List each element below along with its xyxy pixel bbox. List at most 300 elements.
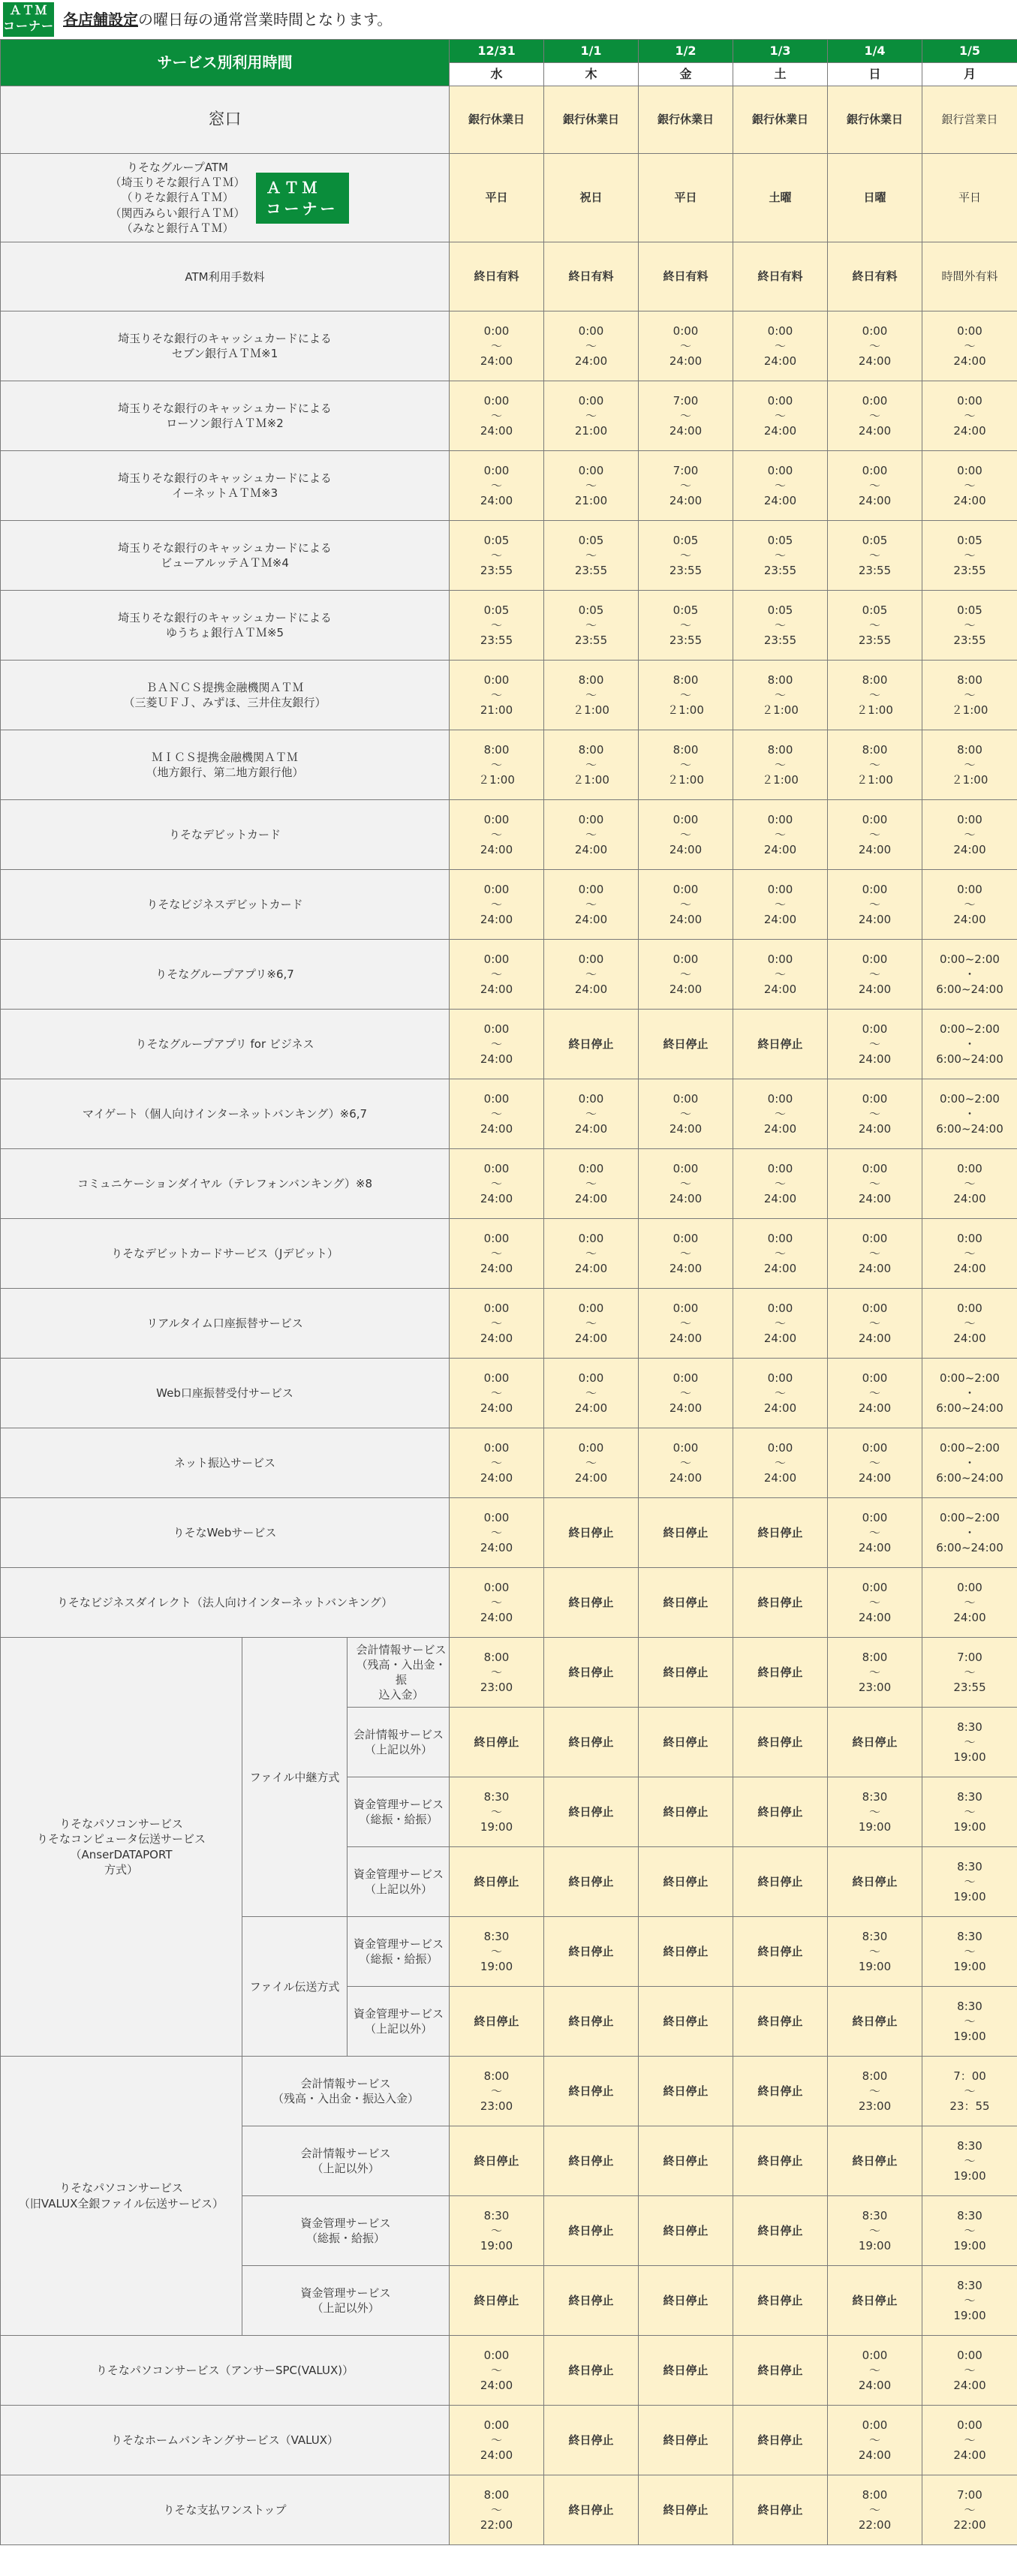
text-line: 8:00 — [578, 673, 604, 687]
text-line: ～ — [775, 1316, 787, 1330]
service-label — [242, 1917, 348, 2057]
hours-cell — [828, 1708, 922, 1777]
text-line: 0:00~2:00 — [940, 952, 1000, 966]
text-line: ～ — [869, 897, 881, 911]
hours-cell — [922, 940, 1017, 1010]
header-bar — [0, 0, 1017, 39]
text-line: 24:00 — [574, 354, 608, 369]
text-line: （地方銀行、第二地方銀行他） — [146, 766, 304, 779]
text-line: 24:00 — [763, 1262, 797, 1276]
text-line: ～ — [869, 2502, 881, 2517]
text-line: ～ — [491, 1525, 503, 1539]
hours-cell — [828, 2196, 922, 2266]
text-line: 0:05 — [578, 533, 604, 547]
text-line: 24:00 — [669, 494, 703, 508]
text-line: リアルタイム口座振替サービス — [146, 1317, 303, 1331]
text-line: 8:30 — [957, 2278, 982, 2292]
text-line: ローソン銀行ＡＴＭ※2 — [166, 417, 284, 430]
date-header: 1/3 — [733, 40, 828, 63]
text-line: ～ — [680, 1455, 692, 1470]
text-line: ～ — [680, 478, 692, 492]
text-line: 0:00 — [862, 1580, 888, 1594]
hours-cell — [733, 1847, 828, 1917]
hours-cell — [922, 1219, 1017, 1289]
text-line: 0:00 — [767, 393, 793, 408]
text-line: ～ — [775, 1386, 787, 1400]
text-line: 7:00 — [957, 1650, 982, 1664]
text-line: ～ — [491, 1386, 503, 1400]
text-line: ～ — [869, 757, 881, 772]
hours-cell — [828, 2126, 922, 2196]
text-line: ～ — [964, 1874, 976, 1888]
text-line: 8:00 — [862, 1650, 888, 1664]
day-header: 水 — [450, 63, 544, 86]
service-label — [348, 1777, 450, 1847]
hours-cell — [922, 1987, 1017, 2057]
hours-cell — [639, 1079, 733, 1149]
hours-cell — [922, 1638, 1017, 1708]
text-line: （残高・入出金・振込入金） — [272, 2092, 420, 2105]
text-line: 24:00 — [858, 1541, 892, 1555]
text-line: 23:55 — [858, 633, 892, 648]
hours-cell — [450, 1777, 544, 1847]
text-line: （旧VALUX全銀ファイル伝送サービス） — [18, 2196, 224, 2210]
text-line: 8:00 — [862, 2069, 888, 2083]
status-text: 終日有料 — [568, 269, 614, 284]
status-text: 終日停止 — [568, 1595, 614, 1609]
text-line: りそなWebサービス — [173, 1526, 277, 1540]
hours-cell — [922, 311, 1017, 381]
text-line: ネット振込サービス — [174, 1456, 276, 1470]
hours-cell — [733, 1079, 828, 1149]
text-line: 0:00 — [672, 882, 699, 896]
hours-cell — [733, 1917, 828, 1987]
text-line: 0:00 — [672, 1301, 699, 1315]
hours-cell — [828, 730, 922, 800]
hours-cell — [828, 1847, 922, 1917]
text-line: ～ — [869, 618, 881, 632]
text-line: ～ — [775, 1176, 787, 1190]
status-text: 終日停止 — [757, 2433, 803, 2447]
hours-cell — [828, 2475, 922, 2545]
hours-cell — [450, 730, 544, 800]
text-line: 資金管理サービス — [300, 2216, 391, 2230]
hours-cell — [450, 1359, 544, 1428]
hours-cell — [733, 154, 828, 242]
text-line: ～ — [775, 548, 787, 562]
hours-cell — [828, 311, 922, 381]
hours-cell — [450, 1289, 544, 1359]
hours-cell — [639, 870, 733, 940]
hours-cell — [733, 2336, 828, 2406]
text-line: 23:55 — [763, 633, 797, 648]
text-line: 0:00 — [672, 952, 699, 966]
hours-cell — [639, 1219, 733, 1289]
hours-cell — [639, 2475, 733, 2545]
hours-cell — [733, 381, 828, 451]
text-line: 8:00 — [767, 673, 793, 687]
hours-cell — [922, 2126, 1017, 2196]
hours-cell — [922, 1289, 1017, 1359]
hours-cell — [828, 1777, 922, 1847]
text-line: ～ — [585, 548, 597, 562]
text-line: ～ — [491, 2502, 503, 2517]
hours-cell — [828, 661, 922, 730]
hours-cell — [639, 521, 733, 591]
text-line: 6:00~24:00 — [936, 1122, 1003, 1136]
hours-cell — [544, 1359, 639, 1428]
status-text: 終日停止 — [663, 1665, 709, 1679]
text-line: 0:00 — [957, 882, 982, 896]
text-line: りそなグループアプリ※6,7 — [155, 968, 294, 982]
text-line: ～ — [491, 688, 503, 702]
hours-cell — [828, 1917, 922, 1987]
text-line: 24:00 — [480, 1611, 513, 1625]
text-line: 0:00 — [862, 1440, 888, 1455]
text-line: ～ — [869, 1246, 881, 1260]
service-label — [1, 521, 450, 591]
service-label — [348, 1847, 450, 1917]
text-line: ～ — [680, 967, 692, 981]
hours-cell — [639, 1428, 733, 1498]
text-line: 24:00 — [669, 1262, 703, 1276]
text-line: ～ — [680, 1246, 692, 1260]
hours-cell — [450, 1568, 544, 1638]
text-line: ～ — [491, 2433, 503, 2447]
hours-cell — [639, 1708, 733, 1777]
text-line: 0:00 — [672, 1091, 699, 1106]
text-line: ～ — [491, 618, 503, 632]
text-line: ～ — [964, 2293, 976, 2307]
text-line: ～ — [775, 478, 787, 492]
hours-cell — [450, 940, 544, 1010]
service-label — [1, 1359, 450, 1428]
text-line: ～ — [964, 2502, 976, 2517]
text-line: 0:00 — [672, 1161, 699, 1175]
text-line: 24:00 — [858, 1332, 892, 1346]
table-row — [1, 1568, 1017, 1638]
text-line: ～ — [585, 757, 597, 772]
text-line: 24:00 — [953, 2448, 986, 2463]
text-line: 24:00 — [669, 983, 703, 997]
day-header: 土 — [733, 63, 828, 86]
text-line: 23:55 — [763, 564, 797, 578]
text-line: 24:00 — [763, 843, 797, 857]
service-label — [348, 1708, 450, 1777]
text-line: 8:30 — [862, 1789, 888, 1804]
hours-cell — [639, 1638, 733, 1708]
text-line: りそなホームバンキングサービス（VALUX） — [111, 2433, 338, 2448]
text-line: 8:00 — [672, 673, 699, 687]
text-line: ～ — [680, 688, 692, 702]
table-row — [1, 1010, 1017, 1079]
text-line: ～ — [964, 2433, 976, 2447]
hours-cell — [828, 800, 922, 870]
text-line: 24:00 — [480, 424, 513, 438]
service-label — [1, 2475, 450, 2545]
hours-cell — [922, 591, 1017, 661]
hours-cell — [450, 2406, 544, 2475]
hours-cell — [828, 2336, 922, 2406]
hours-cell — [922, 1079, 1017, 1149]
text-line: 8:30 — [483, 2208, 510, 2222]
text-line: 0:00 — [957, 1580, 982, 1594]
text-line: 0:00 — [957, 2418, 982, 2432]
atm-corner-badge — [3, 2, 54, 37]
text-line: 0:00 — [672, 812, 699, 826]
text-line: 8:00 — [483, 742, 510, 757]
text-line: 0:00 — [483, 1022, 510, 1036]
text-line: 0:05 — [862, 603, 888, 617]
text-line: ～ — [491, 548, 503, 562]
hours-cell — [544, 661, 639, 730]
status-text: 銀行休業日 — [657, 113, 715, 127]
hours-cell — [544, 800, 639, 870]
hours-cell — [828, 451, 922, 521]
text-line: 24:00 — [953, 913, 986, 927]
hours-cell — [450, 2196, 544, 2266]
hours-cell — [544, 2336, 639, 2406]
text-line: 0:00 — [483, 1440, 510, 1455]
text-line: ２1:00 — [762, 773, 799, 787]
day-header: 月 — [922, 63, 1017, 86]
hours-cell — [828, 1149, 922, 1219]
status-text: 終日停止 — [568, 1804, 614, 1819]
table-row — [1, 730, 1017, 800]
badge-line: ＡＴＭ — [266, 178, 320, 197]
hours-cell — [733, 1289, 828, 1359]
text-line: ～ — [964, 1735, 976, 1749]
text-line: 21:00 — [480, 703, 513, 718]
table-row — [1, 2475, 1017, 2545]
text-line: 0:00 — [862, 952, 888, 966]
hours-cell — [639, 311, 733, 381]
hours-cell — [733, 1498, 828, 1568]
text-line: 0:00 — [483, 952, 510, 966]
text-line: （三菱ＵＦＪ、みずほ、三井住友銀行） — [123, 696, 326, 709]
service-label — [1, 730, 450, 800]
status-text: 終日停止 — [757, 1037, 803, 1051]
text-line: （総振・給振） — [359, 1952, 438, 1966]
text-line: 7:00 — [957, 2487, 982, 2502]
text-line: 6:00~24:00 — [936, 1471, 1003, 1485]
text-line: （総振・給振） — [359, 1813, 438, 1826]
status-text: 終日停止 — [568, 2014, 614, 2028]
text-line: 0:00 — [862, 1161, 888, 1175]
status-text: 終日有料 — [852, 269, 898, 284]
hours-cell — [450, 800, 544, 870]
text-line: 24:00 — [858, 913, 892, 927]
hours-cell — [922, 2266, 1017, 2336]
hours-cell — [922, 2336, 1017, 2406]
text-line: ゆうちょ銀行ＡＴＭ※5 — [165, 626, 284, 639]
text-line: 23:55 — [480, 633, 513, 648]
text-line: （関西みらい銀行ＡＴＭ） — [110, 206, 245, 220]
text-line: ・ — [964, 1525, 976, 1539]
text-line: （残高・入出金・振 — [356, 1657, 447, 1687]
hours-cell — [733, 311, 828, 381]
text-line: 7：00 — [953, 2069, 986, 2083]
text-line: 0:00 — [483, 463, 510, 477]
text-line: ～ — [869, 2363, 881, 2377]
text-line: 24:00 — [574, 1122, 608, 1136]
hours-cell — [828, 521, 922, 591]
text-line: ～ — [964, 897, 976, 911]
hours-cell — [733, 1708, 828, 1777]
text-line: 0:00 — [957, 812, 982, 826]
text-line: 24:00 — [669, 1471, 703, 1485]
text-line: 24:00 — [480, 1401, 513, 1416]
table-row — [1, 1359, 1017, 1428]
hours-cell — [544, 1498, 639, 1568]
hours-cell — [544, 730, 639, 800]
text-line: ～ — [491, 1455, 503, 1470]
date-header: 1/1 — [544, 40, 639, 63]
text-line: 8:30 — [862, 2208, 888, 2222]
text-line: 24:00 — [669, 354, 703, 369]
text-line: ～ — [869, 688, 881, 702]
text-line: ～ — [680, 618, 692, 632]
text-line: 24:00 — [858, 1192, 892, 1206]
service-label — [1, 154, 450, 242]
text-line: ～ — [869, 1316, 881, 1330]
status-text: 終日停止 — [663, 1874, 709, 1888]
text-line: 19:00 — [953, 1960, 986, 1974]
hours-cell — [639, 1359, 733, 1428]
table-row — [1, 940, 1017, 1010]
badge-line: コーナー — [266, 199, 338, 218]
text-line: 0:05 — [957, 533, 982, 547]
text-line: 0:00 — [862, 1022, 888, 1036]
hours-cell — [922, 1847, 1017, 1917]
text-line: 24:00 — [480, 494, 513, 508]
hours-cell — [639, 2336, 733, 2406]
table-row — [1, 1289, 1017, 1359]
text-line: 24:00 — [763, 983, 797, 997]
status-text: 終日停止 — [757, 1944, 803, 1958]
text-line: 6:00~24:00 — [936, 1541, 1003, 1555]
status-text: 銀行休業日 — [468, 113, 525, 127]
text-line: 0:00 — [862, 463, 888, 477]
status-text: 終日停止 — [568, 2502, 614, 2517]
hours-cell — [544, 311, 639, 381]
table-row — [1, 2057, 1017, 2126]
hours-cell — [450, 1010, 544, 1079]
status-text: 終日停止 — [757, 1804, 803, 1819]
text-line: （埼玉りそな銀行ＡＴＭ） — [110, 176, 245, 190]
status-text: 終日停止 — [568, 1944, 614, 1958]
hours-cell — [828, 591, 922, 661]
text-line: 0:00 — [767, 952, 793, 966]
text-line: 0:05 — [483, 533, 510, 547]
text-line: ～ — [585, 339, 597, 353]
text-line: 0:05 — [767, 603, 793, 617]
text-line: ～ — [869, 1037, 881, 1051]
text-line: 8:30 — [957, 1929, 982, 1943]
text-line: 23:55 — [480, 564, 513, 578]
text-line: 24:00 — [953, 2379, 986, 2393]
text-line: 24:00 — [574, 1401, 608, 1416]
status-text: 終日停止 — [474, 2014, 519, 2028]
text-line: 23:55 — [574, 633, 608, 648]
text-line: 0:00 — [957, 2348, 982, 2362]
hours-cell — [450, 2266, 544, 2336]
text-line: ＢＡＮＣＳ提携金融機関ＡＴＭ — [146, 680, 304, 694]
text-line: セブン銀行ＡＴＭ※1 — [171, 347, 278, 360]
text-line: 0:00 — [483, 1371, 510, 1385]
text-line: イーネットＡＴＭ※3 — [171, 486, 278, 500]
hours-cell — [733, 86, 828, 154]
text-line: 0:00 — [957, 393, 982, 408]
text-line: 0:00 — [672, 1371, 699, 1385]
text-line: 24:00 — [763, 354, 797, 369]
text-line: 資金管理サービス — [354, 1937, 444, 1951]
text-line: 24:00 — [858, 1611, 892, 1625]
text-line: 7:00 — [672, 393, 699, 408]
status-text: 終日停止 — [757, 2084, 803, 2098]
hours-cell — [544, 870, 639, 940]
text-line: 24:00 — [669, 1332, 703, 1346]
text-line: 24:00 — [763, 1471, 797, 1485]
service-label — [1, 1010, 450, 1079]
hours-cell — [733, 1359, 828, 1428]
text-line: 0:00 — [483, 1231, 510, 1245]
service-label — [242, 2126, 450, 2196]
text-line: 24:00 — [480, 1471, 513, 1485]
text-line: 0:00 — [578, 1231, 604, 1245]
hours-cell — [450, 2475, 544, 2545]
table-row — [1, 1638, 1017, 1708]
hours-cell — [828, 2057, 922, 2126]
text-line: 0:00 — [578, 952, 604, 966]
hours-cell — [639, 154, 733, 242]
service-label — [348, 1987, 450, 2057]
text-line: 0:00 — [957, 1161, 982, 1175]
hours-cell — [922, 451, 1017, 521]
text-line: ～ — [491, 478, 503, 492]
text-line: 8:00 — [672, 742, 699, 757]
text-line: （みなと銀行ＡＴＭ） — [121, 221, 234, 235]
status-text: 祝日 — [579, 191, 603, 205]
text-line: 24:00 — [858, 1401, 892, 1416]
hours-cell — [639, 1149, 733, 1219]
status-text: 終日停止 — [568, 2293, 614, 2307]
text-line: 0:05 — [578, 603, 604, 617]
service-label — [1, 2336, 450, 2406]
text-line: ～ — [491, 757, 503, 772]
text-line: 埼玉りそな銀行のキャッシュカードによる — [118, 401, 332, 415]
text-line: 19:00 — [480, 1820, 513, 1834]
hours-cell — [922, 2057, 1017, 2126]
table-row — [1, 800, 1017, 870]
hours-cell — [544, 1987, 639, 2057]
status-text: 時間外有料 — [941, 269, 998, 284]
service-label — [242, 1638, 348, 1917]
text-line: ～ — [775, 827, 787, 841]
text-line: 24:00 — [953, 1262, 986, 1276]
text-line: ～ — [964, 339, 976, 353]
table-row — [1, 1079, 1017, 1149]
hours-cell — [544, 242, 639, 311]
table-row — [1, 2406, 1017, 2475]
text-line: 0:00 — [483, 393, 510, 408]
service-label — [1, 800, 450, 870]
text-line: 23:55 — [574, 564, 608, 578]
text-line: 19:00 — [953, 2239, 986, 2253]
text-line: 24:00 — [480, 1052, 513, 1067]
service-label — [348, 1917, 450, 1987]
hours-cell — [544, 2475, 639, 2545]
